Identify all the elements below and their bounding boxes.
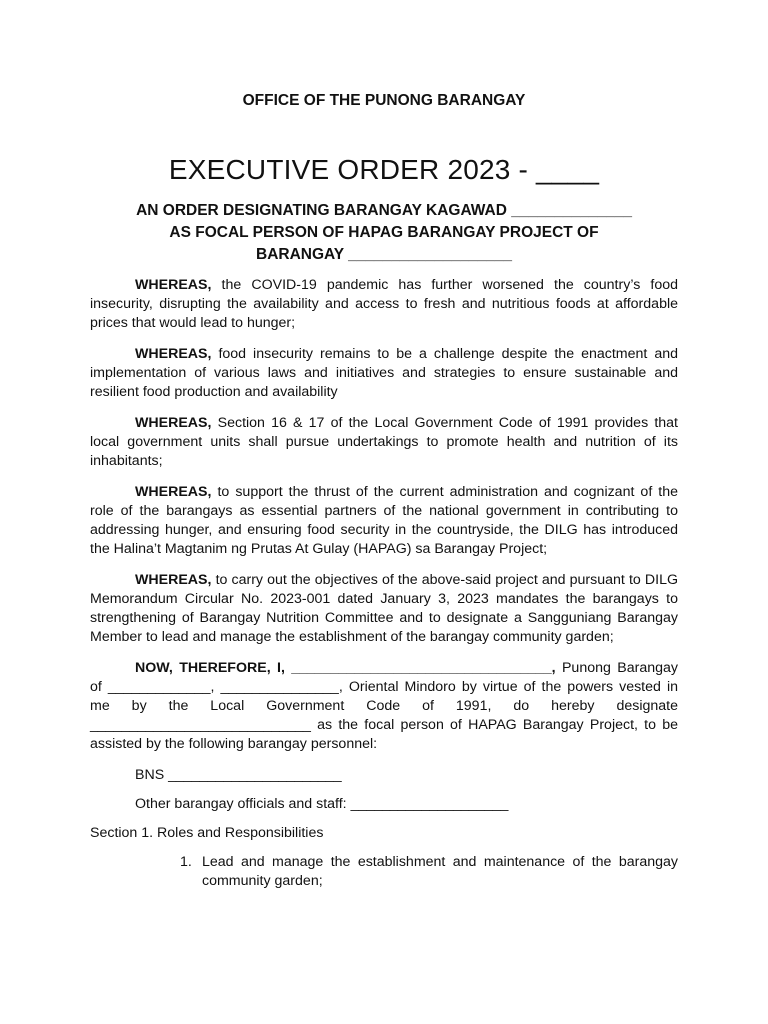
subject-line-3: BARANGAY ___________________ — [256, 246, 512, 263]
whereas-text: to carry out the objectives of the above-said project and pursuant to DILG Memorandum Circular No. 2023-001 dated January 3, 2023 mandates the barangays to strengthening of Barangay Nutrition Committee and to designate a Sangguniang Barangay Member to lead and manage the establishment of the barangay community garden; — [90, 572, 678, 645]
executive-order-title: EXECUTIVE ORDER 2023 - ____ — [168, 154, 600, 185]
whereas-lead: WHEREAS, — [135, 277, 212, 293]
order-body — [90, 276, 678, 891]
whereas-clause-5 — [90, 571, 678, 647]
whereas-text: to support the thrust of the current administration and cognizant of the role of the barangays as essential partners of the national government in contributing to addressing hunger, and ensuring food security in the countryside, the DILG has introduced the Halina’t Magtanim ng Prutas At Gulay (HAPAG) sa Barangay Project; — [90, 484, 678, 557]
now-therefore-text: Punong Barangay of _____________, _______________, Oriental Mindoro by virtue of the powers vested in me by the Local Government Code of 1991, do hereby designate ____________________________ as the focal person of HAPAG Barangay Project, to be assisted by the following barangay personnel: — [90, 660, 678, 752]
section-title: Section 1. Roles and Responsibilities — [90, 825, 324, 841]
subject-line-2: AS FOCAL PERSON OF HAPAG BARANGAY PROJECT OF — [169, 224, 599, 241]
whereas-lead: WHEREAS, — [135, 415, 212, 431]
now-therefore-clause — [90, 659, 678, 754]
other-officials-line: Other barangay officials and staff: ____________________ — [135, 796, 509, 812]
order-subject — [90, 200, 678, 266]
whereas-text: food insecurity remains to be a challenge despite the enactment and implementation of various laws and initiatives and strategies to ensure sustainable and resilient food production and availability — [90, 346, 678, 400]
subject-line-1: AN ORDER DESIGNATING BARANGAY KAGAWAD ______________ — [136, 202, 632, 219]
list-item-text: Lead and manage the establishment and maintenance of the barangay community garden; — [202, 854, 678, 889]
office-heading: OFFICE OF THE PUNONG BARANGAY — [242, 92, 526, 109]
whereas-clause-2 — [90, 345, 678, 402]
whereas-lead: WHEREAS, — [135, 346, 212, 362]
whereas-text: Section 16 & 17 of the Local Government Code of 1991 provides that local government units shall pursue undertakings to promote health and nutrition of its inhabitants; — [90, 415, 678, 469]
bns-line: BNS ______________________ — [135, 767, 342, 783]
whereas-clause-1 — [90, 276, 678, 333]
now-therefore-lead: NOW, THEREFORE, I, _________________________________, — [135, 660, 556, 676]
whereas-clause-4 — [90, 483, 678, 559]
whereas-clause-3 — [90, 414, 678, 471]
whereas-lead: WHEREAS, — [135, 484, 212, 500]
whereas-lead: WHEREAS, — [135, 572, 212, 588]
list-item-number: 1. — [180, 854, 192, 870]
whereas-text: the COVID-19 pandemic has further worsened the country’s food insecurity, disrupting the availability and access to fresh and nutritious foods at affordable prices that would lead to hunger; — [90, 277, 678, 331]
list-item — [180, 853, 678, 891]
